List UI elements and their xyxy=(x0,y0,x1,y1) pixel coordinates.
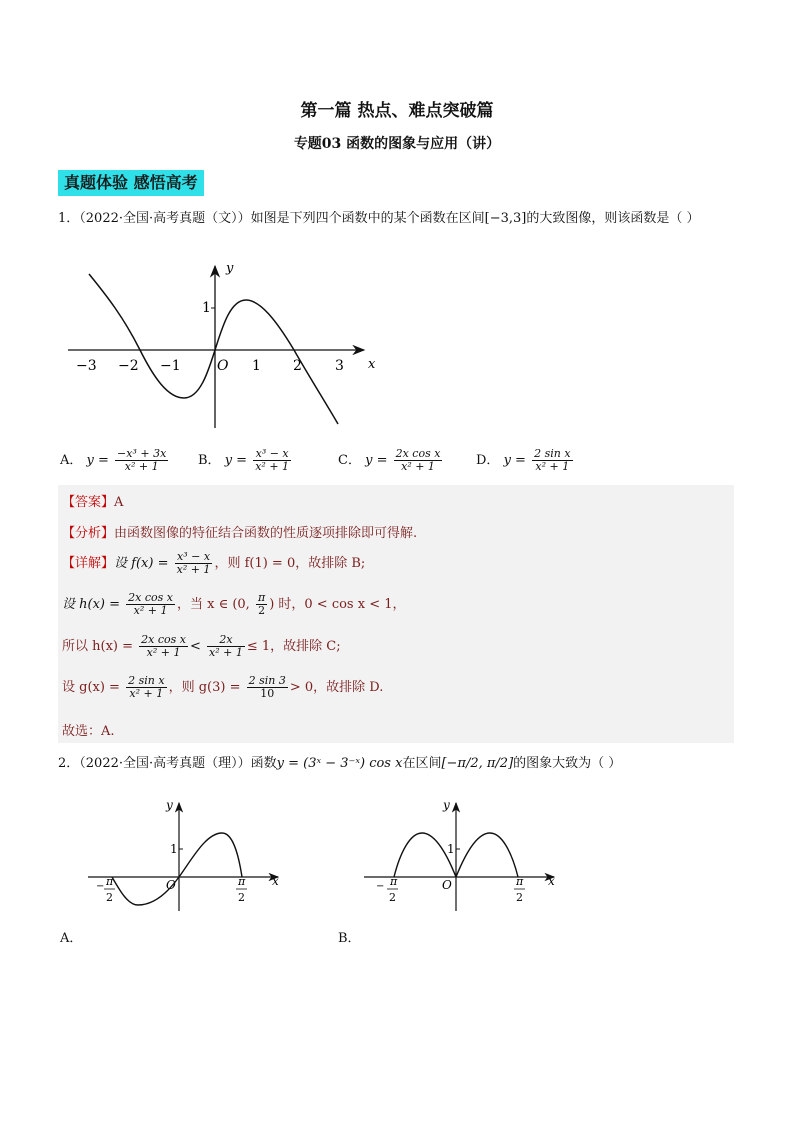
graph-b-left-tick-minus: − xyxy=(376,881,385,892)
graph-b-tick-1: 1 xyxy=(447,842,455,856)
option-d-den: x² + 1 xyxy=(535,460,570,473)
detail-4-num2: 2 sin 3 xyxy=(248,674,286,687)
question-1-stem: 1．（2022·全国·高考真题（文））如图是下列四个函数中的某个函数在区间[−3,3]的大致图像，则该函数是（ ） xyxy=(58,211,700,226)
answer-tag: 【答案】 xyxy=(62,495,115,510)
detail-3-num2: 2x xyxy=(207,634,245,647)
detail-tag: 【详解】 xyxy=(62,556,115,571)
x-tick-2: 2 xyxy=(293,358,302,374)
detail-3-num: 2x cos x xyxy=(141,633,186,646)
analysis-text: 由函数图像的特征结合函数的性质逐项排除即可得解. xyxy=(114,526,418,541)
option-d-num: 2 sin x xyxy=(534,447,571,460)
option-d-label: D． xyxy=(476,453,500,468)
q2-graph-a xyxy=(82,795,292,915)
option-a-lhs: y = xyxy=(86,453,109,468)
graph-a-x-label: x xyxy=(272,874,279,888)
option-b-label: B． xyxy=(198,453,221,468)
graph-a-right-tick-num: π xyxy=(238,875,246,888)
q1-graph xyxy=(62,252,382,432)
option-c[interactable] xyxy=(338,448,444,473)
graph-a-right-tick-den: 2 xyxy=(238,891,245,904)
detail-4-mid: ，则 g(3) = xyxy=(168,680,241,695)
y-tick-label: 1 xyxy=(202,300,211,316)
option-a[interactable] xyxy=(60,448,170,473)
detail-4-post: > 0，故排除 D. xyxy=(289,680,384,695)
question-2-stem xyxy=(58,755,758,773)
detail-1-pre: 设 f(x) = xyxy=(114,556,169,571)
answer-row xyxy=(62,491,123,510)
page-title: 第一篇 热点、难点突破篇 xyxy=(300,101,494,121)
solution-box xyxy=(58,485,734,743)
q2-stem-mid: 在区间 xyxy=(402,756,442,771)
answer-value: A xyxy=(114,495,124,510)
x-tick-neg3: −3 xyxy=(76,358,97,374)
option-c-label: C． xyxy=(338,453,361,468)
option-b-num: x³ − x xyxy=(253,448,291,461)
conclusion-row: 故选：A. xyxy=(62,724,115,739)
option-c-den: x² + 1 xyxy=(401,460,435,473)
q2-stem-pre: 2．（2022·全国·高考真题（理））函数 xyxy=(58,756,277,771)
x-tick-neg2: −2 xyxy=(118,358,139,374)
detail-3-pre: 所以 h(x) = xyxy=(62,639,134,654)
detail-2-mid: ，当 x ∈ (0, xyxy=(176,597,250,612)
option-c-lhs: y = xyxy=(365,453,388,468)
graph-a-tick-1: 1 xyxy=(170,842,178,856)
graph-b-x-label: x xyxy=(548,874,555,888)
graph-a-left-tick-den: 2 xyxy=(106,891,113,904)
detail-4-den2: 10 xyxy=(260,687,275,700)
detail-2-fden: 2 xyxy=(258,604,266,617)
q2-interval: [−π/2, π/2] xyxy=(441,756,514,771)
graph-a-left-tick-minus: − xyxy=(96,881,105,892)
detail-3-den2: x² + 1 xyxy=(209,646,243,659)
x-axis-label: x xyxy=(368,357,376,372)
detail-4-num: 2 sin x xyxy=(128,674,165,687)
detail-2-num: 2x cos x xyxy=(128,591,173,604)
graph-a-left-tick-num: π xyxy=(106,875,114,888)
x-tick-1: 1 xyxy=(252,358,261,374)
q2-graph-b xyxy=(360,795,570,915)
q2-stem-post: 的图象大致为（ ） xyxy=(513,756,622,771)
graph-b-right-tick-num: π xyxy=(516,875,524,888)
option-a-num: −x³ + 3x xyxy=(117,447,167,460)
q2-function: y = (3ˣ − 3⁻ˣ) cos x xyxy=(276,756,403,771)
detail-3-lt: < xyxy=(189,639,201,654)
x-tick-3: 3 xyxy=(335,358,344,374)
section-heading: 真题体验 感悟高考 xyxy=(58,170,204,196)
y-axis-label: y xyxy=(226,261,234,276)
detail-3-den: x² + 1 xyxy=(146,646,181,659)
detail-2-pre: 设 h(x) = xyxy=(62,597,121,612)
option-c-num: 2x cos x xyxy=(395,447,441,460)
graph-b-origin: O xyxy=(442,878,452,892)
option-d[interactable] xyxy=(476,448,575,473)
detail-2-den: x² + 1 xyxy=(133,604,168,617)
graph-b-label[interactable]: B． xyxy=(338,931,361,946)
x-tick-neg1: −1 xyxy=(160,358,181,374)
option-a-label: A． xyxy=(60,453,83,468)
detail-4-pre: 设 g(x) = xyxy=(62,680,120,695)
graph-b-left-tick-num: π xyxy=(390,875,398,888)
detail-1-num: x³ − x xyxy=(175,551,213,564)
detail-3-post: ≤ 1，故排除 C; xyxy=(246,639,341,654)
analysis-tag: 【分析】 xyxy=(62,526,115,541)
detail-line-4 xyxy=(62,675,383,700)
option-d-lhs: y = xyxy=(503,453,526,468)
option-b[interactable] xyxy=(198,448,293,473)
detail-4-den: x² + 1 xyxy=(129,687,164,700)
page-subtitle: 专题03 函数的图象与应用（讲） xyxy=(293,136,501,152)
detail-line-3 xyxy=(62,634,341,659)
origin-label: O xyxy=(217,358,229,374)
detail-line-2 xyxy=(62,592,406,617)
q1-curve xyxy=(89,274,338,424)
graph-b-y-label: y xyxy=(443,798,450,812)
analysis-row xyxy=(62,522,417,541)
detail-1-den: x² + 1 xyxy=(176,563,211,576)
option-b-den: x² + 1 xyxy=(255,460,290,473)
detail-2-post: ) 时，0 < cos x < 1， xyxy=(269,597,406,612)
graph-a-origin: O xyxy=(166,878,176,892)
graph-a-y-label: y xyxy=(166,798,173,812)
detail-2-fnum: π xyxy=(257,591,266,604)
graph-b-left-tick-den: 2 xyxy=(389,891,396,904)
detail-1-post: ，则 f(1) = 0，故排除 B; xyxy=(214,556,366,571)
graph-b-right-tick-den: 2 xyxy=(516,891,523,904)
option-b-lhs: y = xyxy=(224,453,248,468)
detail-line-1 xyxy=(62,551,365,576)
option-a-den: x² + 1 xyxy=(124,460,159,473)
graph-a-label[interactable]: A． xyxy=(60,931,83,946)
